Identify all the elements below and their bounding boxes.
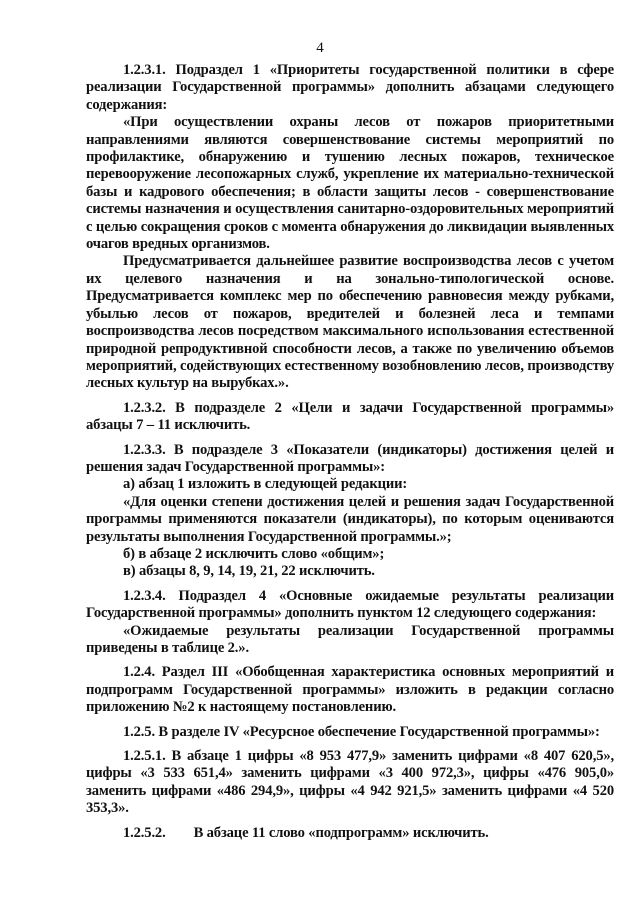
- paragraph-item-b: б) в абзаце 2 исключить слово «общим»;: [123, 545, 385, 562]
- paragraph-quote-indicators: «Для оценки степени достижения целей и решения задач Государственной программы применяются показатели (индикаторы), по которым оцениваются результаты выполнения Государственной программы.»;: [86, 493, 614, 545]
- paragraph-1-2-3-4: 1.2.3.4. Подраздел 4 «Основные ожидаемые результаты реализации Государственной программы» дополнить пунктом 12 следующего содержания:: [86, 587, 614, 622]
- paragraph-1-2-4: 1.2.4. Раздел III «Обобщенная характеристика основных мероприятий и подпрограмм Государственной программы» изложить в редакции согласно приложению №2 к настоящему постановлению.: [86, 664, 614, 716]
- paragraph-1-2-3-3: 1.2.3.3. В подразделе 3 «Показатели (индикаторы) достижения целей и решения задач Государственной программы»:: [86, 441, 614, 475]
- paragraph-1-2-5: 1.2.5. В разделе IV «Ресурсное обеспечение Государственной программы»:: [123, 723, 600, 740]
- paragraph-quote-forest-protection: «При осуществлении охраны лесов от пожаров приоритетными направлениями являются совершенствование системы мероприятий по профилактике, обнаружению и тушению лесных пожаров, техническое перевооружение лесопожарных служб, укрепление их материально-технической базы и кадрового обеспечения; в области защиты лесов - совершенствование системы назначения и осуществления санитарно-оздоровительных мероприятий с целью сокращения сроков с момента обнаружения до ликвидации выявленных очагов вредных организмов.: [86, 114, 614, 253]
- document-body: [86, 62, 614, 849]
- paragraph-1-2-5-1: 1.2.5.1. В абзаце 1 цифры «8 953 477,9» заменить цифрами «8 407 620,5», цифры «3 533 651,4» заменить цифрами «3 400 972,3», цифры «476 905,0» заменить цифрами «486 294,9», цифры «4 942 921,5» заменить цифрами «4 520 353,3».: [86, 748, 614, 817]
- paragraph-quote-results: «Ожидаемые результаты реализации Государственной программы приведены в таблице 2.».: [86, 622, 614, 656]
- paragraph-1-2-5-2: 1.2.5.2. В абзаце 11 слово «подпрограмм» исключить.: [123, 824, 489, 841]
- paragraph-1-2-3-2: 1.2.3.2. В подразделе 2 «Цели и задачи Государственной программы» абзацы 7 – 11 исключить.: [86, 399, 614, 434]
- paragraph-reproduction: Предусматривается дальнейшее развитие воспроизводства лесов с учетом их целевого назначения и на зонально-типологической основе. Предусматривается комплекс мер по обеспечению равновесия между рубками, убылью лесов от пожаров, вредителей и болезней леса и темпами воспроизводства лесов посредством максимального использования естественной природной репродуктивной способности лесов, а также по увеличению объемов мероприятий, содействующих естественному возобновлению лесов, производству лесных культур на вырубках.».: [86, 253, 614, 392]
- paragraph-item-v: в) абзацы 8, 9, 14, 19, 21, 22 исключить.: [123, 563, 375, 580]
- paragraph-1-2-3-1: 1.2.3.1. Подраздел 1 «Приоритеты государственной политики в сфере реализации Государственной программы» дополнить абзацами следующего содержания:: [86, 62, 614, 113]
- page-number: 4: [316, 40, 324, 56]
- paragraph-item-a: а) абзац 1 изложить в следующей редакции:: [123, 476, 408, 493]
